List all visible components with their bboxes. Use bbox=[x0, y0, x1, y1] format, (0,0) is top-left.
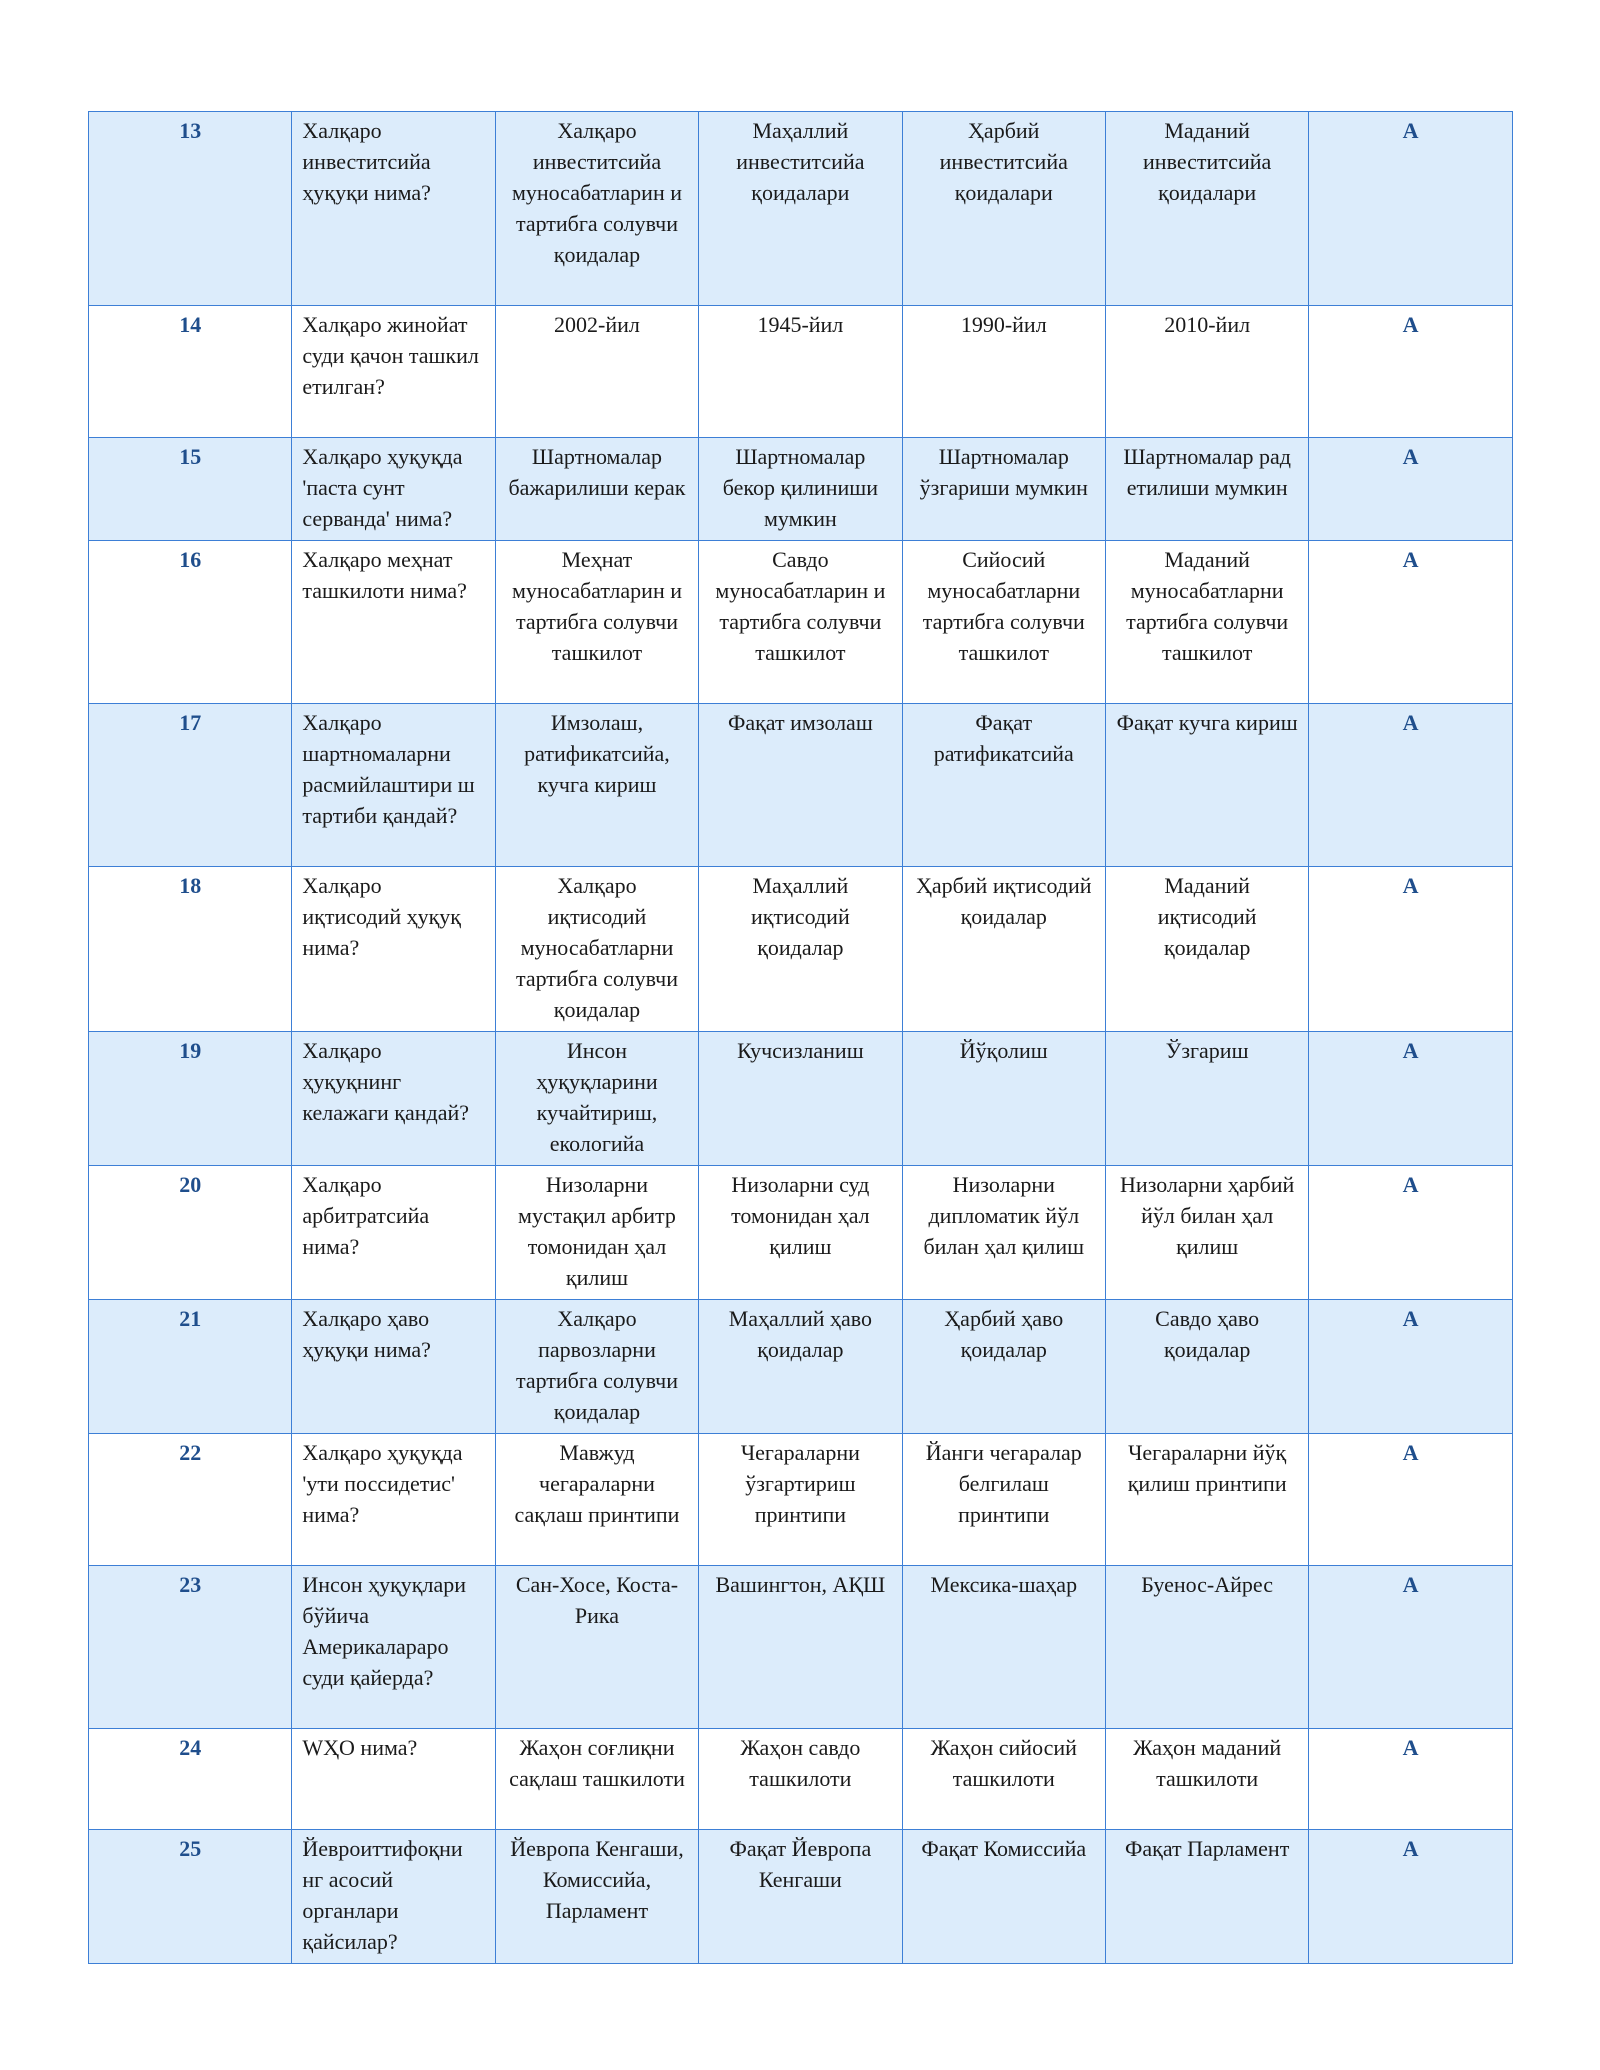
option-c: Фақат ратификатсийа bbox=[902, 704, 1105, 867]
question-number: 13 bbox=[89, 112, 292, 306]
option-b: Низоларни суд томонидан ҳал қилиш bbox=[699, 1166, 902, 1300]
question-text: Йевроиттифоқни нг асосий органлари қайсилар? bbox=[292, 1830, 495, 1964]
option-b: Чегараларни ўзгартириш принтипи bbox=[699, 1434, 902, 1566]
option-a: 2002-йил bbox=[495, 306, 698, 438]
table-row bbox=[89, 112, 1513, 306]
correct-answer: A bbox=[1309, 1300, 1512, 1434]
correct-answer: A bbox=[1309, 1166, 1512, 1300]
question-number: 20 bbox=[89, 1166, 292, 1300]
correct-answer: A bbox=[1309, 541, 1512, 704]
option-c: Ҳарбий иқтисодий қоидалар bbox=[902, 867, 1105, 1032]
correct-answer: A bbox=[1309, 1566, 1512, 1729]
correct-answer: A bbox=[1309, 1434, 1512, 1566]
option-b: Маҳаллий инвеститсийа қоидалари bbox=[699, 112, 902, 306]
question-number: 21 bbox=[89, 1300, 292, 1434]
option-c: Ҳарбий ҳаво қоидалар bbox=[902, 1300, 1105, 1434]
option-d: 2010-йил bbox=[1105, 306, 1308, 438]
option-d: Савдо ҳаво қоидалар bbox=[1105, 1300, 1308, 1434]
option-b: Шартномалар бекор қилиниши мумкин bbox=[699, 438, 902, 541]
question-number: 15 bbox=[89, 438, 292, 541]
table-row bbox=[89, 1166, 1513, 1300]
option-c: Йўқолиш bbox=[902, 1032, 1105, 1166]
option-d: Маданий муносабатларни тартибга солувчи ташкилот bbox=[1105, 541, 1308, 704]
option-d: Буенос-Айрес bbox=[1105, 1566, 1308, 1729]
correct-answer: A bbox=[1309, 704, 1512, 867]
option-a: Низоларни мустақил арбитр томонидан ҳал қилиш bbox=[495, 1166, 698, 1300]
option-b: Фақат имзолаш bbox=[699, 704, 902, 867]
option-c: Шартномалар ўзгариши мумкин bbox=[902, 438, 1105, 541]
option-c: Жаҳон сийосий ташкилоти bbox=[902, 1729, 1105, 1830]
option-a: Шартномалар бажарилиши керак bbox=[495, 438, 698, 541]
document-page bbox=[88, 111, 1512, 1964]
option-a: Имзолаш, ратификатсийа, кучга кириш bbox=[495, 704, 698, 867]
option-a: Йевропа Кенгаши, Комиссийа, Парламент bbox=[495, 1830, 698, 1964]
option-d: Чегараларни йўқ қилиш принтипи bbox=[1105, 1434, 1308, 1566]
table-row bbox=[89, 867, 1513, 1032]
table-row bbox=[89, 541, 1513, 704]
option-b: Жаҳон савдо ташкилоти bbox=[699, 1729, 902, 1830]
question-number: 25 bbox=[89, 1830, 292, 1964]
question-text: Халқаро арбитратсийа нима? bbox=[292, 1166, 495, 1300]
option-b: Маҳаллий иқтисодий қоидалар bbox=[699, 867, 902, 1032]
option-a: Халқаро инвеститсийа муносабатларин и тартибга солувчи қоидалар bbox=[495, 112, 698, 306]
correct-answer: A bbox=[1309, 1729, 1512, 1830]
option-c: Йанги чегаралар белгилаш принтипи bbox=[902, 1434, 1105, 1566]
question-text: Халқаро ҳаво ҳуқуқи нима? bbox=[292, 1300, 495, 1434]
question-number: 18 bbox=[89, 867, 292, 1032]
question-text: Халқаро иқтисодий ҳуқуқ нима? bbox=[292, 867, 495, 1032]
correct-answer: A bbox=[1309, 1032, 1512, 1166]
table-row bbox=[89, 1830, 1513, 1964]
option-c: Сийосий муносабатларни тартибга солувчи ташкилот bbox=[902, 541, 1105, 704]
option-d: Ўзгариш bbox=[1105, 1032, 1308, 1166]
question-text: Халқаро меҳнат ташкилоти нима? bbox=[292, 541, 495, 704]
question-text: Халқаро ҳуқуқда 'паста сунт серванда' нима? bbox=[292, 438, 495, 541]
option-b: 1945-йил bbox=[699, 306, 902, 438]
question-number: 17 bbox=[89, 704, 292, 867]
option-d: Маданий инвеститсийа қоидалари bbox=[1105, 112, 1308, 306]
table-row bbox=[89, 1566, 1513, 1729]
option-b: Кучсизланиш bbox=[699, 1032, 902, 1166]
option-a: Инсон ҳуқуқларини кучайтириш, екологийа bbox=[495, 1032, 698, 1166]
question-text: Инсон ҳуқуқлари бўйича Америкалараро суди қайерда? bbox=[292, 1566, 495, 1729]
quiz-table bbox=[88, 111, 1513, 1964]
option-b: Фақат Йевропа Кенгаши bbox=[699, 1830, 902, 1964]
correct-answer: A bbox=[1309, 438, 1512, 541]
correct-answer: A bbox=[1309, 112, 1512, 306]
option-a: Халқаро иқтисодий муносабатларни тартибга солувчи қоидалар bbox=[495, 867, 698, 1032]
table-row bbox=[89, 1729, 1513, 1830]
quiz-table-body bbox=[89, 112, 1513, 1964]
option-a: Меҳнат муносабатларин и тартибга солувчи ташкилот bbox=[495, 541, 698, 704]
correct-answer: A bbox=[1309, 867, 1512, 1032]
option-d: Шартномалар рад етилиши мумкин bbox=[1105, 438, 1308, 541]
option-b: Маҳаллий ҳаво қоидалар bbox=[699, 1300, 902, 1434]
correct-answer: A bbox=[1309, 1830, 1512, 1964]
table-row bbox=[89, 306, 1513, 438]
question-text: Халқаро ҳуқуқнинг келажаги қандай? bbox=[292, 1032, 495, 1166]
question-number: 23 bbox=[89, 1566, 292, 1729]
question-number: 19 bbox=[89, 1032, 292, 1166]
option-d: Фақат кучга кириш bbox=[1105, 704, 1308, 867]
question-text: Халқаро инвеститсийа ҳуқуқи нима? bbox=[292, 112, 495, 306]
question-text: WҲО нима? bbox=[292, 1729, 495, 1830]
question-text: Халқаро жинойат суди қачон ташкил етилган? bbox=[292, 306, 495, 438]
option-c: Низоларни дипломатик йўл билан ҳал қилиш bbox=[902, 1166, 1105, 1300]
question-number: 14 bbox=[89, 306, 292, 438]
table-row bbox=[89, 1434, 1513, 1566]
option-c: 1990-йил bbox=[902, 306, 1105, 438]
question-number: 22 bbox=[89, 1434, 292, 1566]
question-number: 16 bbox=[89, 541, 292, 704]
option-b: Вашингтон, АҚШ bbox=[699, 1566, 902, 1729]
option-c: Мексика-шаҳар bbox=[902, 1566, 1105, 1729]
option-b: Савдо муносабатларин и тартибга солувчи ташкилот bbox=[699, 541, 902, 704]
option-a: Жаҳон соғлиқни сақлаш ташкилоти bbox=[495, 1729, 698, 1830]
option-d: Жаҳон маданий ташкилоти bbox=[1105, 1729, 1308, 1830]
option-a: Мавжуд чегараларни сақлаш принтипи bbox=[495, 1434, 698, 1566]
option-c: Ҳарбий инвеститсийа қоидалари bbox=[902, 112, 1105, 306]
correct-answer: A bbox=[1309, 306, 1512, 438]
option-d: Фақат Парламент bbox=[1105, 1830, 1308, 1964]
table-row bbox=[89, 1300, 1513, 1434]
option-c: Фақат Комиссийа bbox=[902, 1830, 1105, 1964]
table-row bbox=[89, 1032, 1513, 1166]
question-text: Халқаро шартномаларни расмийлаштири ш тартиби қандай? bbox=[292, 704, 495, 867]
table-row bbox=[89, 704, 1513, 867]
option-d: Маданий иқтисодий қоидалар bbox=[1105, 867, 1308, 1032]
option-a: Сан-Хосе, Коста-Рика bbox=[495, 1566, 698, 1729]
table-row bbox=[89, 438, 1513, 541]
question-number: 24 bbox=[89, 1729, 292, 1830]
option-a: Халқаро парвозларни тартибга солувчи қоидалар bbox=[495, 1300, 698, 1434]
option-d: Низоларни ҳарбий йўл билан ҳал қилиш bbox=[1105, 1166, 1308, 1300]
question-text: Халқаро ҳуқуқда 'ути поссидетис' нима? bbox=[292, 1434, 495, 1566]
